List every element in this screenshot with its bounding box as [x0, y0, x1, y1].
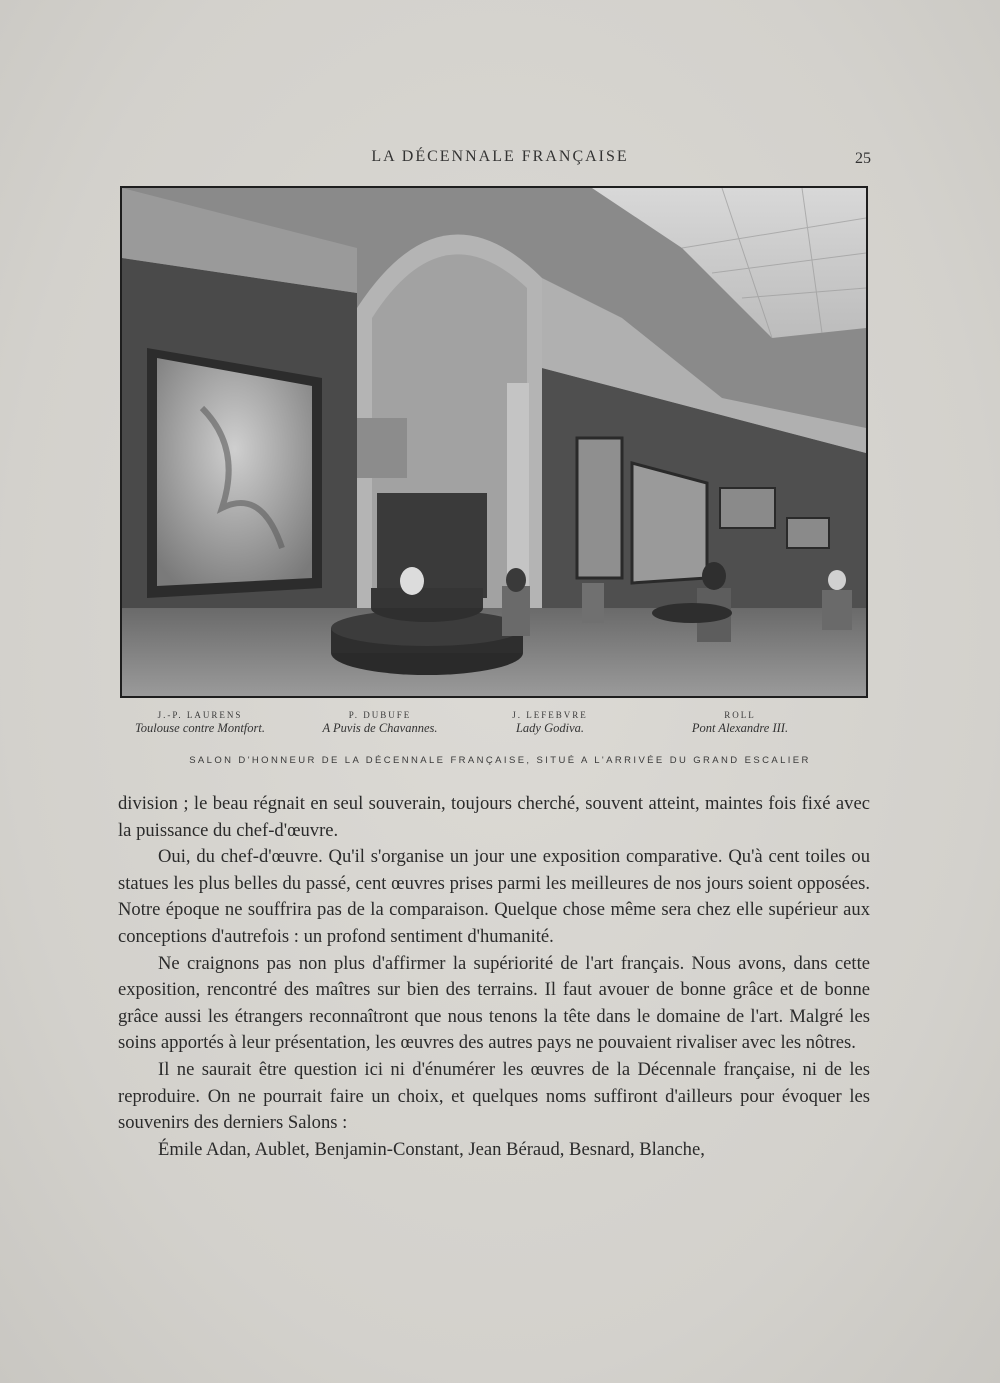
gallery-photograph [120, 186, 868, 698]
caption-artist: J.-P. LAURENS [157, 710, 243, 720]
paragraph: Émile Adan, Aublet, Benjamin-Constant, Jean Béraud, Besnard, Blanche, [158, 1138, 705, 1160]
body-text [118, 791, 870, 1163]
caption-artist: P. DUBUFE [348, 710, 412, 720]
caption-work: Toulouse contre Montfort. [135, 721, 265, 735]
running-title: LA DÉCENNALE FRANÇAISE [371, 148, 629, 165]
paragraph: Ne craignons pas non plus d'affirmer la supériorité de l'art français. Nous avons, dans cette exposition, rencontré des maîtres sur bien des terrains. Il faut avouer de bonne grâce et de bonne grâce aussi les étrangers reconnaîtront que nous tenons la tête dans le domaine de l'art. Malgré les soins apportés à leur présentation, les œuvres des autres pays ne pouvaient rivaliser avec les nôtres. [118, 952, 870, 1054]
caption-work: A Puvis de Chavannes. [322, 721, 438, 735]
plate-caption: SALON D'HONNEUR DE LA DÉCENNALE FRANÇAISE, SITUÉ A L'ARRIVÉE DU GRAND ESCALIER [189, 755, 811, 766]
caption-work: Lady Godiva. [515, 721, 585, 735]
paragraph: Il ne saurait être question ici ni d'énumérer les œuvres de la Décennale française, ni de les reproduire. On ne pourrait faire un choix, et quelques noms suffiront d'ailleurs pour évoquer les souvenirs des derniers Salons : [118, 1058, 870, 1134]
photo-captions [120, 710, 880, 750]
caption-item [450, 710, 650, 736]
page-number: 25 [855, 150, 871, 167]
paragraph: division ; le beau régnait en seul souverain, toujours cherché, souvent atteint, maintes fois fixé avec la puissance du chef-d'œuvre. [118, 793, 870, 841]
caption-artist: J. LEFEBVRE [512, 710, 588, 720]
paragraph: Oui, du chef-d'œuvre. Qu'il s'organise un jour une exposition comparative. Qu'à cent toiles ou statues les plus belles du passé, cent œuvres prises parmi les meilleures de nos jours soient opposées. Notre époque ne souffrira pas de la comparaison. Quelque chose même sera chez elle supérieur aux conceptions d'autrefois : un profond sentiment d'humanité. [118, 846, 870, 947]
caption-item [640, 710, 840, 736]
caption-item [100, 710, 300, 736]
caption-artist: ROLL [724, 710, 756, 720]
caption-work: Pont Alexandre III. [691, 721, 789, 735]
